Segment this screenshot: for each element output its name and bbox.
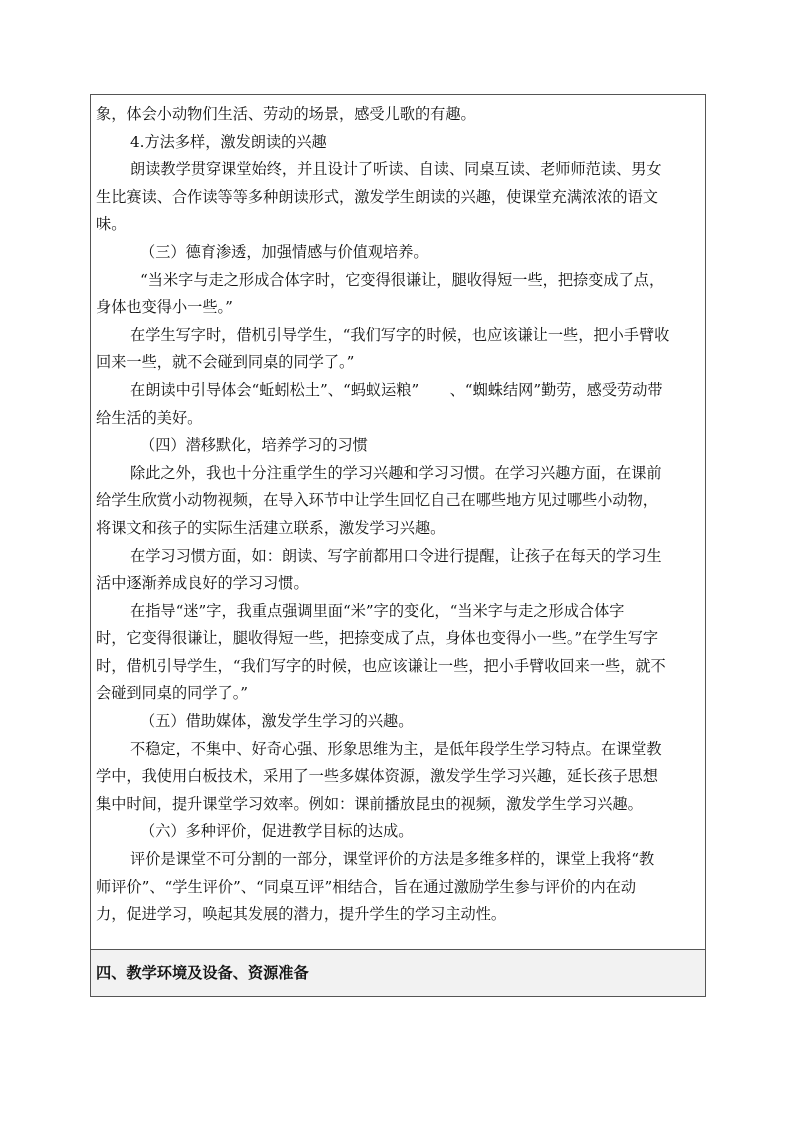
paragraph-line: 给生活的美好。 xyxy=(96,408,203,427)
section-subheading: （五）借助媒体，激发学生学习的兴趣。 xyxy=(140,712,414,731)
paragraph-line: 象，体会小动物们生活、劳动的场景，感受儿歌的有趣。 xyxy=(96,105,476,123)
paragraph-line: 在指导“迷”字，我重点强调里面“米”字的变化，“当米字与走之形成合体字 xyxy=(130,601,625,620)
paragraph-line: 时，它变得很谦让，腿收得短一些，把捺变成了点，身体也变得小一些。”在学生写字 xyxy=(96,629,659,648)
paragraph-line: 活中逐渐养成良好的学习习惯。 xyxy=(96,574,309,593)
paragraph-line: 学中，我使用白板技术，采用了一些多媒体资源，激发学生学习兴趣，延长孩子思想 xyxy=(96,767,658,786)
paragraph-line: 不稳定，不集中、好奇心强、形象思维为主，是低年段学生学习特点。在课堂教 xyxy=(130,739,662,758)
paragraph-line: 4.方法多样，激发朗读的兴趣 xyxy=(130,132,327,151)
section-heading: 四、教学环境及设备、资源准备 xyxy=(91,950,705,996)
paragraph-line: 身体也变得小一些。” xyxy=(96,298,233,317)
paragraph-line: 朗读教学贯穿课堂始终，并且设计了听读、自读、同桌互读、老师师范读、男女 xyxy=(130,160,662,179)
paragraph-line: 会碰到同桌的同学了。” xyxy=(96,684,249,703)
paragraph-line: 回来一些，就不会碰到同桌的同学了。” xyxy=(96,353,355,372)
paragraph-line: 在学生写字时，借机引导学生，“我们写字的时候，也应该谦让一些，把小手臂收 xyxy=(130,325,670,344)
section-subheading: （三）德育渗透，加强情感与价值观培养。 xyxy=(140,242,429,261)
paragraph-line: 给学生欣赏小动物视频，在导入环节中让学生回忆自己在哪些地方见过哪些小动物， xyxy=(96,491,658,510)
paragraph-line: “当米字与走之形成合体字时，它变得很谦让，腿收得短一些，把捺变成了点， xyxy=(140,270,665,289)
paragraph-line: 评价是课堂不可分割的一部分，课堂评价的方法是多维多样的，课堂上我将“教 xyxy=(130,850,655,869)
paragraph-line: 将课文和孩子的实际生活建立联系，激发学习兴趣。 xyxy=(96,518,446,537)
paragraph-line: 生比赛读、合作读等等多种朗读形式，激发学生朗读的兴趣，使课堂充满浓浓的语文 xyxy=(96,187,658,206)
paragraph-line: 在朗读中引导体会“蚯蚓松土”、“蚂蚁运粮” 、“蜘蛛结网”勤劳，感受劳动带 xyxy=(130,380,663,399)
document-table xyxy=(90,94,706,997)
section-subheading: （六）多种评价，促进教学目标的达成。 xyxy=(140,822,414,841)
paragraph-line: 味。 xyxy=(96,215,127,234)
paragraph-line: 集中时间，提升课堂学习效率。例如：课前播放昆虫的视频，激发学生学习兴趣。 xyxy=(96,794,643,813)
paragraph-line: 师评价”、“学生评价”、“同桌互评”相结合，旨在通过激励学生参与评价的内在动 xyxy=(96,877,637,896)
paragraph-line: 除此之外，我也十分注重学生的学习兴趣和学习习惯。在学习兴趣方面，在课前 xyxy=(130,463,662,482)
paragraph-line: 时，借机引导学生，“我们写字的时候，也应该谦让一些，把小手臂收回来一些，就不 xyxy=(96,656,666,675)
paragraph-line: 力，促进学习，唤起其发展的潜力，提升学生的学习主动性。 xyxy=(96,905,507,924)
paragraph-line: 在学习习惯方面，如：朗读、写字前都用口令进行提醒，让孩子在每天的学习生 xyxy=(130,546,662,565)
section-subheading: （四）潜移默化，培养学习的习惯 xyxy=(140,436,368,455)
content-cell xyxy=(91,95,705,950)
